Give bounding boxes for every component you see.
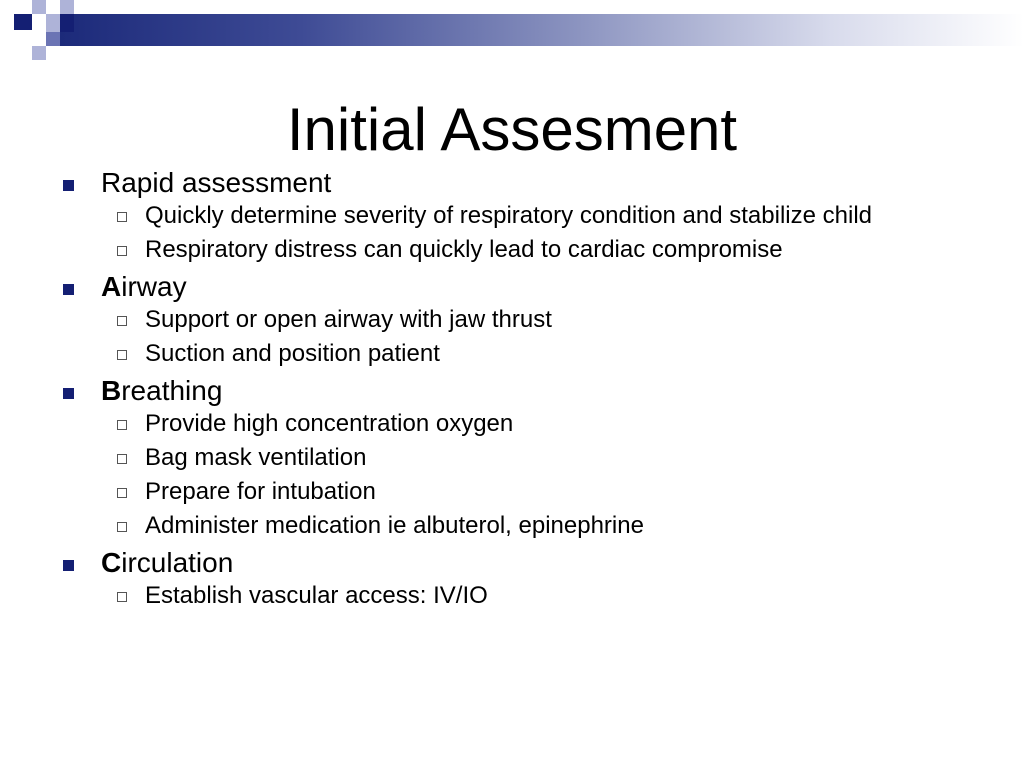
sub-bullet-text: Support or open airway with jaw thrust	[145, 306, 552, 333]
square-bullet-icon	[63, 180, 74, 191]
decor-square-icon	[14, 14, 32, 30]
sub-bullet	[62, 306, 962, 334]
bullet-text: irculation	[121, 547, 234, 578]
decor-square-icon	[46, 32, 60, 46]
hollow-square-bullet-icon	[117, 212, 127, 222]
bullet-lead-letter: A	[101, 271, 122, 302]
sub-bullet	[62, 512, 962, 540]
sub-bullet	[62, 478, 962, 506]
sub-bullet-text: Establish vascular access: IV/IO	[145, 582, 488, 609]
square-bullet-icon	[63, 388, 74, 399]
sub-bullet-text: Administer medication ie albuterol, epinephrine	[145, 512, 644, 539]
bullet-text: reathing	[121, 375, 223, 406]
sub-bullet-text: Provide high concentration oxygen	[145, 410, 514, 437]
bullet-list	[62, 166, 962, 616]
hollow-square-bullet-icon	[117, 454, 127, 464]
hollow-square-bullet-icon	[117, 522, 127, 532]
sub-bullet	[62, 236, 962, 264]
sub-bullet-text: Bag mask ventilation	[145, 444, 367, 471]
square-bullet-icon	[63, 560, 74, 571]
sub-bullet	[62, 444, 962, 472]
hollow-square-bullet-icon	[117, 316, 127, 326]
sub-bullet	[62, 410, 962, 438]
hollow-square-bullet-icon	[117, 246, 127, 256]
bullet-airway	[62, 270, 962, 304]
bullet-circulation	[62, 546, 962, 580]
header-gradient-band	[60, 14, 1024, 46]
hollow-square-bullet-icon	[117, 420, 127, 430]
sub-bullet-text: Prepare for intubation	[145, 478, 376, 505]
sub-bullet	[62, 202, 962, 230]
decor-square-icon	[60, 14, 74, 32]
sub-bullet	[62, 340, 962, 368]
hollow-square-bullet-icon	[117, 350, 127, 360]
hollow-square-bullet-icon	[117, 488, 127, 498]
slide-title: Initial Assesment	[286, 96, 738, 163]
square-bullet-icon	[63, 284, 74, 295]
decor-square-icon	[60, 0, 74, 14]
bullet-breathing	[62, 374, 962, 408]
bullet-lead-letter: C	[101, 547, 122, 578]
decor-square-icon	[46, 14, 60, 32]
bullet-text: irway	[121, 271, 187, 302]
sub-bullet	[62, 582, 962, 610]
bullet-text: Rapid assessment	[101, 167, 332, 198]
decor-square-icon	[32, 46, 46, 60]
hollow-square-bullet-icon	[117, 592, 127, 602]
sub-bullet-text: Respiratory distress can quickly lead to cardiac compromise	[145, 236, 783, 263]
sub-bullet-text: Suction and position patient	[145, 340, 440, 367]
sub-bullet-text: Quickly determine severity of respiratory condition and stabilize child	[145, 202, 872, 229]
decor-square-icon	[32, 0, 46, 14]
bullet-rapid-assessment	[62, 166, 962, 200]
bullet-lead-letter: B	[101, 375, 122, 406]
